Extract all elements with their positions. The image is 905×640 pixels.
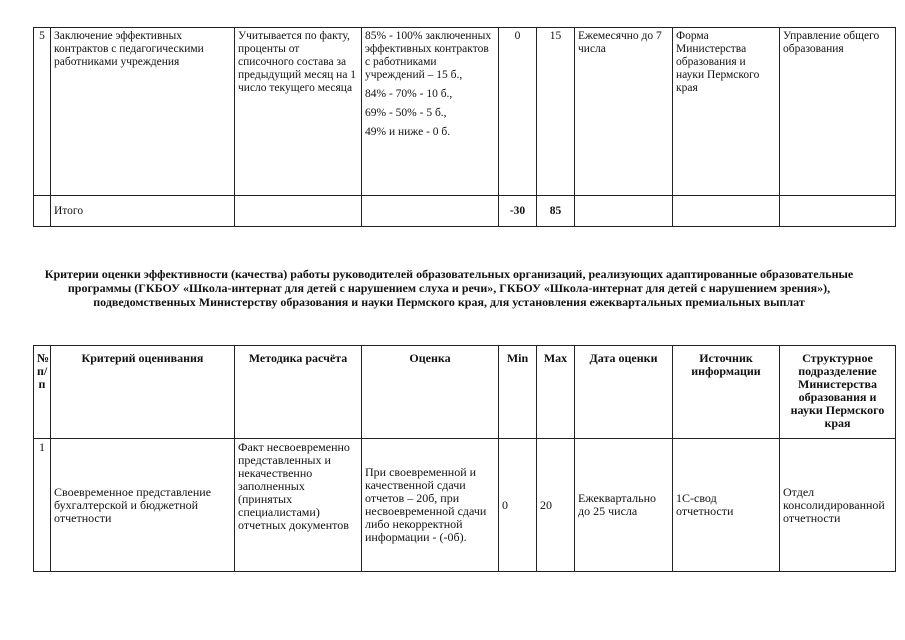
row-number: 1 [34,439,51,572]
header-date: Дата оценки [575,346,673,439]
header-max: Max [537,346,575,439]
min-cell: 0 [499,28,537,196]
source-cell: Форма Министерства образования и науки Пермского края [673,28,780,196]
total-label: Итого [51,196,235,227]
date-cell: Ежеквартально до 25 числа [575,439,673,572]
header-department: Структурное подразделение Министерства образования и науки Пермского края [780,346,896,439]
grade-line: 84% - 70% - 10 б., [365,88,453,100]
header-source: Источник информации [673,346,780,439]
grade-line: 49% и ниже - 0 б. [365,126,451,138]
min-cell: 0 [499,439,537,572]
method-cell: Учитывается по факту, проценты от списочного состава за предыдущий месяц на 1 число текущего месяца [235,28,362,196]
department-cell: Управление общего образования [780,28,896,196]
criteria-table-top [33,27,896,227]
header-grade: Оценка [362,346,499,439]
grade-cell [362,28,499,196]
max-cell: 15 [537,28,575,196]
grade-line: 69% - 50% - 5 б., [365,107,447,119]
header-criterion: Критерий оценивания [51,346,235,439]
date-cell: Ежемесячно до 7 числа [575,28,673,196]
section-heading: Критерии оценки эффективности (качества) работы руководителей образовательных организаций, реализующих адаптированные образовательные программы (ГКБОУ «Школа-интернат для детей с нарушением слуха и речи», ГКБОУ «Школа-интернат для детей с нарушением зрения»), подведомственных Министерству образования и науки Пермского края, для установления ежеквартальных премиальных выплат [44,267,854,309]
grade-cell: При своевременной и качественной сдачи отчетов – 20б, при несвоевременной сдачи либо некорректной информации - (-0б). [362,439,499,572]
row-number: 5 [34,28,51,196]
header-min: Min [499,346,537,439]
header-row [34,346,896,439]
total-row [34,196,896,227]
method-cell: Факт несвоевременно представленных и некачественно заполненных (принятых специалистами) отчетных документов [235,439,362,572]
table-row [34,28,896,196]
grade-line: 85% - 100% заключенных эффективных контрактов с работниками учреждений – 15 б., [365,30,492,81]
department-cell: Отдел консолидированной отчетности [780,439,896,572]
criterion-cell: Заключение эффективных контрактов с педагогическими работниками учреждения [51,28,235,196]
criteria-table-bottom [33,345,896,572]
header-method: Методика расчёта [235,346,362,439]
source-cell: 1С-свод отчетности [673,439,780,572]
total-max: 85 [537,196,575,227]
max-cell: 20 [537,439,575,572]
header-num: № п/п [34,346,51,439]
criterion-cell: Своевременное представление бухгалтерской и бюджетной отчетности [51,439,235,572]
table-row [34,439,896,572]
total-min: -30 [499,196,537,227]
